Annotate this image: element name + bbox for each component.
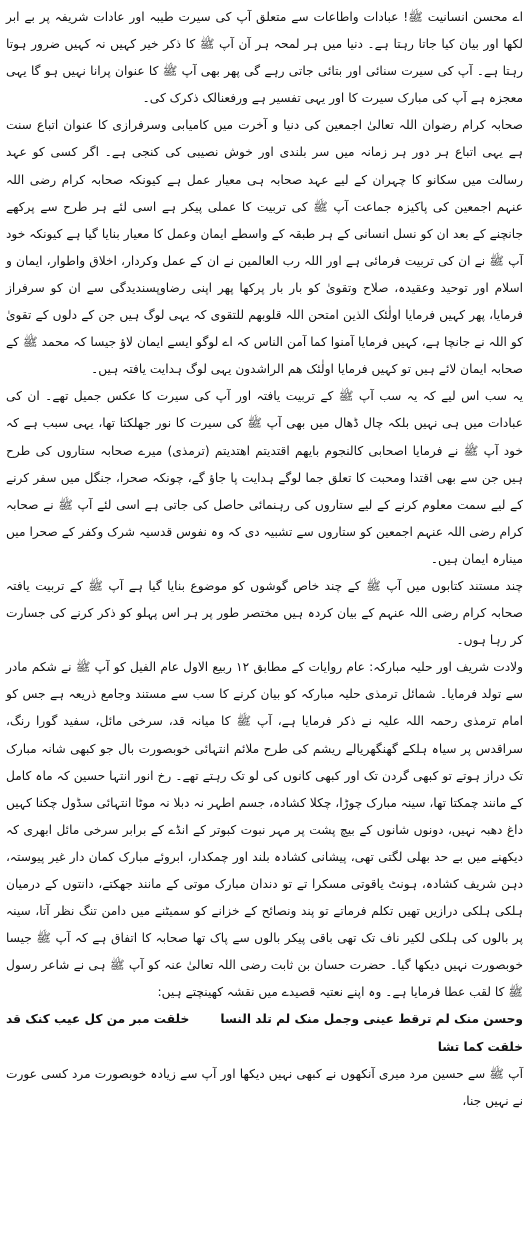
verse-left-hemistich: خلقت مبر من کل عیب کنک قد [6, 1012, 190, 1027]
paragraph-intro: اے محسن انسانیت ﷺ! عبادات واطاعات سے متعلق آپ کی سیرت طیبہ اور عادات شریفہ پر بے ابر لکھا اور بیان کیا جاتا رہتا ہے۔ دنیا میں ہر لمحہ ہر آن آپ ﷺ کا ذکر خیر کہیں نہ کہیں ضرور ہوتا رہتا ہے۔ آپ کی سیرت سنائی اور بتائی جاتی رہے گی پھر بھی آپ ﷺ کا عنوان پرانا نہیں ہو گا یہی معجزہ ہے آپ کی مبارک سیرت کا اور یہی تفسیر ہے ورفعنالک ذکرک کی۔ [6, 10, 523, 106]
poem-verse-line [6, 1006, 523, 1033]
verse-right-hemistich: وحسن منک لم ترقط عینی وجمل منک لم تلد النسا [220, 1012, 523, 1027]
paragraph-birth-and-appearance: ولادت شریف اور حلیہ مبارکہ: عام روایات کے مطابق ۱۲ ربیع الاول عام الفیل کو آپ ﷺ نے شکم مادر سے تولد فرمایا۔ شمائل ترمذی حلیہ مبارکہ کو بیان کرنے کا سب سے مستند وجامع ذریعہ ہے جس کو امام ترمذی رحمہ اللہ علیہ نے ذکر فرمایا ہے، آپ ﷺ کا میانہ قد، سرخی مائل، سفید گورا رنگ، سراقدس پر سیاہ ہلکے گھنگھریالے ریشم کی طرح ملائم انتہائی خوبصورت بال جو کبھی شانہ مبارک تک دراز ہوتے تو کبھی گردن تک اور کبھی کانوں کی لو تک رہتے تھے۔ رخ انور انتہا حسین کہ ماہ کامل کے مانند چمکتا تھا، سینہ مبارک چوڑا، چکلا کشادہ، جسم اطہر نہ دبلا نہ موٹا انتہائی سڈول چکنا کہیں داغ دھبہ نہیں، دونوں شانوں کے بیچ پشت پر مہر نبوت کبوتر کے انڈے کے برابر سرخی مائل ابھری کہ دیکھنے میں بے حد بھلی لگتی تھی، پیشانی کشادہ بلند اور چمکدار، ابروئے مبارک کمان دار غیر پیوستہ، دہن شریف کشادہ، ہونٹ یاقوتی مسکرا تے تو دندان مبارک موتی کے مانند جھکتے، دانتوں کے درمیان ہلکی ہلکی درازیں تھیں تکلم فرماتے تو پند ونصائح کے خزانے کو سمیٹنے میں دامن تنگ نظر آتا، سینہ پر بالوں کی ہلکی لکیر ناف تک تھی باقی پیکر بالوں سے پاک تھا صحابہ کا اتفاق ہے کہ آپ ﷺ جیسا خوبصورت نہیں دیکھا گیا۔ حضرت حسان بن ثابت رضی اللہ تعالیٰ عنہ کو آپ ﷺ ہی نے شاعر رسول ﷺ کا لقب عطا فرمایا ہے۔ وہ اپنے نعتیہ قصیدے میں نقشہ کھینچتے ہیں: [6, 660, 523, 1000]
verse-tail: خلقت کما تشا [437, 1039, 523, 1054]
paragraph-books: چند مستند کتابوں میں آپ ﷺ کے چند خاص گوشوں کو موضوع بنایا گیا ہے آپ ﷺ کے تربیت یافتہ صحابہ کرام رضی اللہ عنہم کے بیان کردہ ہیں مختصر طور پر ہر اس پہلو کو ذکر کرنے کی جسارت کر رہا ہوں۔ [6, 578, 523, 648]
paragraph-stars: یہ سب اس لیے کہ یہ سب آپ ﷺ کے تربیت یافتہ اور آپ کی سیرت کا عکس جمیل تھے۔ ان کی عبادات میں ہی نہیں بلکہ چال ڈھال میں بھی آپ ﷺ کی سیرت کا نور جھلکتا تھا، یہی سبب ہے کہ خود آپ ﷺ نے فرمایا اصحابی کالنجوم بایھم اقتدیتم اھتدیتم (ترمذی) میرے صحابہ ستاروں کی طرح ہیں جن سے بھی اقتدا ومحبت کا تعلق جما لوگے ہدایت پا جاؤ گے، چونکہ صحرا، جنگل میں سفر کرنے کے لیے سمت معلوم کرنے کے لیے ستاروں کی رہنمائی حاصل کی جاتی ہے اسی لئے آپ ﷺ نے صحابہ کرام رضی اللہ عنہم اجمعین کو ستاروں سے تشبیہ دی کہ وہ نفوس قدسیہ شرک وکفر کے صحرا میں مینارہ ایمان ہیں۔ [6, 389, 523, 566]
paragraph-final: آپ ﷺ سے حسین مرد میری آنکھوں نے کبھی نہیں دیکھا اور آپ سے زیادہ خوبصورت مرد کسی عورت نے نہیں جنا، [6, 1066, 523, 1108]
paragraph-sahaba: صحابہ کرام رضوان اللہ تعالیٰ اجمعین کی دنیا و آخرت میں کامیابی وسرفرازی کا عنوان اتباع سنت ہے یہی اتباع ہر دور ہر زمانہ میں سر بلندی اور خوش نصیبی کی کنجی ہے۔ اگر کسی کو عہد رسالت میں سکانو کا چہران کے لیے عہد صحابہ ہی معیار عمل ہے کیونکہ صحابہ کرام رضی اللہ عنہم اجمعین کی پاکیزہ جماعت آپ ﷺ کی تربیت کا عملی پیکر ہے اسی لئے ہر طرح سے پرکھے جانچنے کے بعد ان کو نسل انسانی کے ہر طبقہ کے واسطے ایمان وعمل کا معیار بنایا گیا ہے کیونکہ خود آپ ﷺ نے ان کی تربیت فرمائی ہے اور اللہ رب العالمین نے ان کے عمل وکردار، اخلاق واطوار، ایمان و اسلام اور توحید وعقیدہ، صلاح وتقویٰ کو بار بار پرکھا پھر اپنی رضاوپسندیدگی سے ان کو سرفراز فرمایا، پھر کہیں فرمایا اولٰئک الذین امتحن اللہ قلوبھم للتقوی کہ یہی لوگ ہیں جن کے دلوں کے تقویٰ کو اللہ نے جانچا ہے، کہیں فرمایا آمنوا کما آمن الناس کہ اے لوگو ایسے ایمان لاؤ جیسا کہ محمد ﷺ کے صحابہ ایمان لائے ہیں تو کہیں فرمایا اولٰئک ھم الراشدون یہی لوگ ہدایت یافتہ ہیں۔ [6, 118, 523, 377]
poem-verse [6, 1006, 523, 1060]
